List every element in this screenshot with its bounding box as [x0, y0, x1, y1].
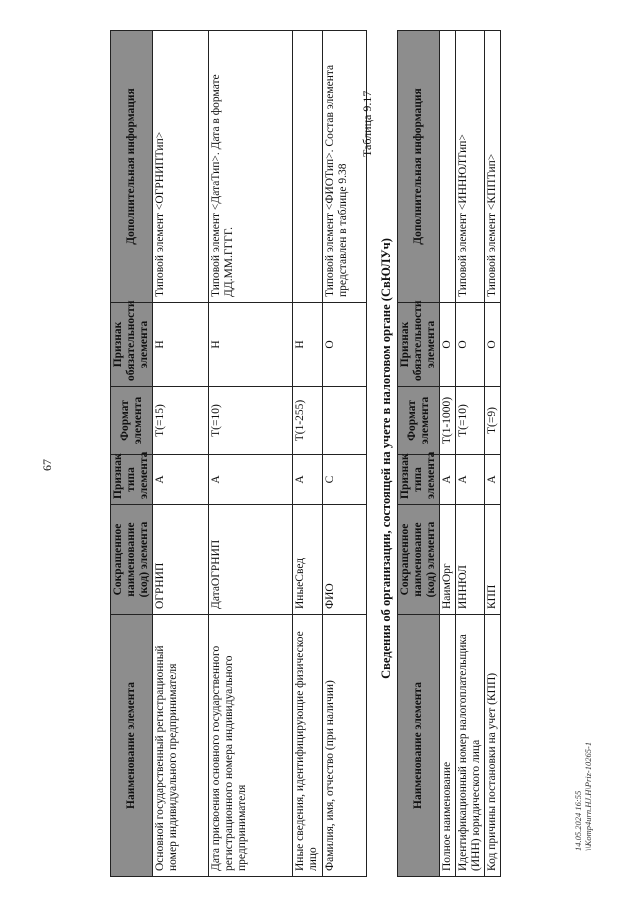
element-info: Типовой элемент <ОГРНИПТип> — [153, 31, 209, 303]
elements-table-2 — [397, 30, 501, 877]
element-required: О — [440, 303, 456, 387]
element-format: T(=15) — [153, 387, 209, 455]
element-info — [293, 31, 323, 303]
table-title: Сведения об организации, состоящей на учете в налоговом органе (СвЮЛУч) — [379, 238, 393, 679]
table-row — [440, 31, 456, 877]
table-row — [209, 31, 293, 877]
element-type: А — [293, 455, 323, 505]
element-name: Иные сведения, идентифицирующие физическое лицо — [293, 615, 323, 877]
column-header: Формат элемента — [398, 387, 440, 455]
element-required: Н — [293, 303, 323, 387]
element-type: А — [485, 455, 501, 505]
element-required: Н — [209, 303, 293, 387]
element-format — [323, 387, 367, 455]
element-format: T(=10) — [456, 387, 485, 455]
table-header-row — [111, 31, 153, 877]
element-code: НаимОрг — [440, 505, 456, 615]
element-info: Типовой элемент <ИННЮЛТип> — [456, 31, 485, 303]
column-header: Дополнительная информация — [111, 31, 153, 303]
element-required: О — [485, 303, 501, 387]
element-type: С — [323, 455, 367, 505]
column-header: Признак типа элемента — [111, 455, 153, 505]
column-header: Признак обязательности элемента — [111, 303, 153, 387]
elements-table-1 — [110, 30, 367, 877]
element-type: А — [153, 455, 209, 505]
element-code: ОГРНИП — [153, 505, 209, 615]
column-header: Формат элемента — [111, 387, 153, 455]
column-header: Сокращенное наименование (код) элемента — [111, 505, 153, 615]
column-header: Наименование элемента — [111, 615, 153, 877]
stamp-line: \\Komp4urn.HJ.H\Priz-10265-1 — [583, 741, 593, 851]
table-row — [456, 31, 485, 877]
element-code: КПП — [485, 505, 501, 615]
column-header: Признак обязательности элемента — [398, 303, 440, 387]
element-info: Типовой элемент <ДатаТип>. Дата в формате ДД.ММ.ГГГГ. — [209, 31, 293, 303]
element-code: ФИО — [323, 505, 367, 615]
element-required: О — [323, 303, 367, 387]
element-name: Код причины постановки на учет (КПП) — [485, 615, 501, 877]
element-code: ИННЮЛ — [456, 505, 485, 615]
element-name: Идентификационный номер налогоплательщика (ИНН) юридического лица — [456, 615, 485, 877]
table-header-row — [398, 31, 440, 877]
element-info: Типовой элемент <КППТип> — [485, 31, 501, 303]
element-info — [440, 31, 456, 303]
element-type: А — [440, 455, 456, 505]
element-format: T(1-1000) — [440, 387, 456, 455]
element-required: Н — [153, 303, 209, 387]
column-header: Дополнительная информация — [398, 31, 440, 303]
element-required: О — [456, 303, 485, 387]
element-name: Полное наименование — [440, 615, 456, 877]
element-info: Типовой элемент <ФИОТип>. Состав элемента представлен в таблице 9.38 — [323, 31, 367, 303]
element-name: Дата присвоения основного государственного регистрационного номера индивидуального предпринимателя — [209, 615, 293, 877]
element-type: А — [209, 455, 293, 505]
element-format: T(1-255) — [293, 387, 323, 455]
column-header: Признак типа элемента — [398, 455, 440, 505]
element-type: А — [456, 455, 485, 505]
element-code: ИныеСвед — [293, 505, 323, 615]
table-row — [153, 31, 209, 877]
stamp-line: 14.05.2024 16:55 — [573, 790, 583, 851]
element-format: T(=10) — [209, 387, 293, 455]
element-code: ДатаОГРНИП — [209, 505, 293, 615]
element-format: T(=9) — [485, 387, 501, 455]
column-header: Сокращенное наименование (код) элемента — [398, 505, 440, 615]
element-name: Основной государственный регистрационный номер индивидуального предпринимателя — [153, 615, 209, 877]
table-row — [293, 31, 323, 877]
table-number: Таблица 9.17 — [360, 90, 374, 157]
element-name: Фамилия, имя, отчество (при наличии) — [323, 615, 367, 877]
table-row — [323, 31, 367, 877]
page-number: 67 — [40, 459, 54, 471]
table-row — [485, 31, 501, 877]
print-stamp — [573, 742, 593, 851]
column-header: Наименование элемента — [398, 615, 440, 877]
